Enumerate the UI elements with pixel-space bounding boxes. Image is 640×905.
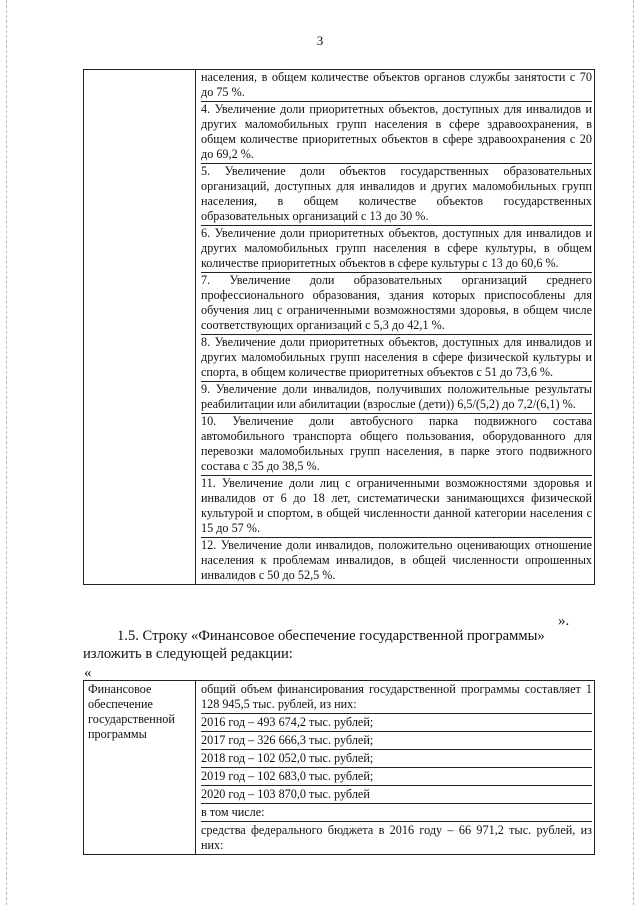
amendment-line: 1.5. Строку «Финансовое обеспечение государственной программы»	[117, 628, 545, 644]
financing-line: 2020 год – 103 870,0 тыс. рублей	[201, 786, 592, 804]
indicators-content-cell	[196, 70, 595, 585]
indicator-item: 7. Увеличение доли образовательных организаций среднего профессионального образования, здания которых приспособлены для обучения лиц с ограниченными возможностями здоровья, в общем числе соответствующих организаций с 5,3 до 42,1 %.	[201, 273, 592, 335]
page-number: 3	[316, 33, 324, 48]
indicator-item: 12. Увеличение доли инвалидов, положительно оценивающих отношение населения к проблемам инвалидов, в общей численности опрошенных инвалидов с 50 до 52,5 %.	[201, 538, 592, 582]
indicator-item: 9. Увеличение доли инвалидов, получивших положительные результаты реабилитации или абилитации (взрослые (дети)) 6,5/(5,2) до 7,2/(6,1) %.	[201, 382, 592, 414]
closing-quote: ».	[558, 613, 570, 629]
financing-lines	[196, 681, 594, 854]
opening-quote: «	[84, 665, 92, 681]
indicators-label-cell	[84, 70, 196, 585]
indicator-item: 6. Увеличение доли приоритетных объектов, доступных для инвалидов и других маломобильных групп населения в сфере культуры, в общем количестве приоритетных объектов в сфере культуры с 13 до 60,6 %.	[201, 226, 592, 273]
financing-label-cell	[84, 681, 196, 855]
indicators-table	[83, 69, 595, 585]
page-edge-right	[633, 0, 634, 905]
indicator-item: населения, в общем количестве объектов органов службы занятости с 70 до 75 %.	[201, 70, 592, 102]
indicator-item: 4. Увеличение доли приоритетных объектов, доступных для инвалидов и других маломобильных групп населения в сфере здравоохранения, в общем количестве приоритетных объектов в сфере здравоохранения с 20 до 69,2 %.	[201, 102, 592, 164]
amendment-paragraph	[83, 627, 595, 663]
financing-line: общий объем финансирования государственной программы составляет 1 128 945,5 тыс. рублей, из них:	[201, 681, 592, 714]
financing-content-cell	[196, 681, 595, 855]
indicator-item: 10. Увеличение доли автобусного парка подвижного состава автомобильного транспорта общего пользования, оборудованного для перевозки маломобильных групп населения, в парке этого подвижного состава с 35 до 38,5 %.	[201, 414, 592, 476]
financing-label: Финансовое обеспечение государственной программы	[88, 682, 175, 741]
financing-line: средства федерального бюджета в 2016 году – 66 971,2 тыс. рублей, из них:	[201, 823, 592, 852]
indicator-item: 8. Увеличение доли приоритетных объектов, доступных для инвалидов и других маломобильных групп населения в сфере физической культуры и спорта, в общем количестве приоритетных объектов с 51 до 73,6 %.	[201, 335, 592, 382]
indicator-item: 11. Увеличение доли лиц с ограниченными возможностями здоровья и инвалидов от 6 до 18 лет, систематически занимающихся физической культурой и спортом, в общей численности данной категории населения с 15 до 57 %.	[201, 476, 592, 538]
financing-line: 2018 год – 102 052,0 тыс. рублей;	[201, 750, 592, 768]
page-edge-left	[6, 0, 7, 905]
indicators-list	[196, 70, 594, 584]
financing-line: в том числе:	[201, 804, 592, 822]
indicator-item: 5. Увеличение доли объектов государственных образовательных организаций, доступных для инвалидов и других маломобильных групп населения, в общем количестве объектов государственных образовательных организаций с 13 до 30 %.	[201, 164, 592, 226]
financing-table	[83, 680, 595, 855]
amendment-line: изложить в следующей редакции:	[83, 646, 293, 662]
financing-line: 2017 год – 326 666,3 тыс. рублей;	[201, 732, 592, 750]
financing-line: 2019 год – 102 683,0 тыс. рублей;	[201, 768, 592, 786]
financing-line: 2016 год – 493 674,2 тыс. рублей;	[201, 714, 592, 732]
